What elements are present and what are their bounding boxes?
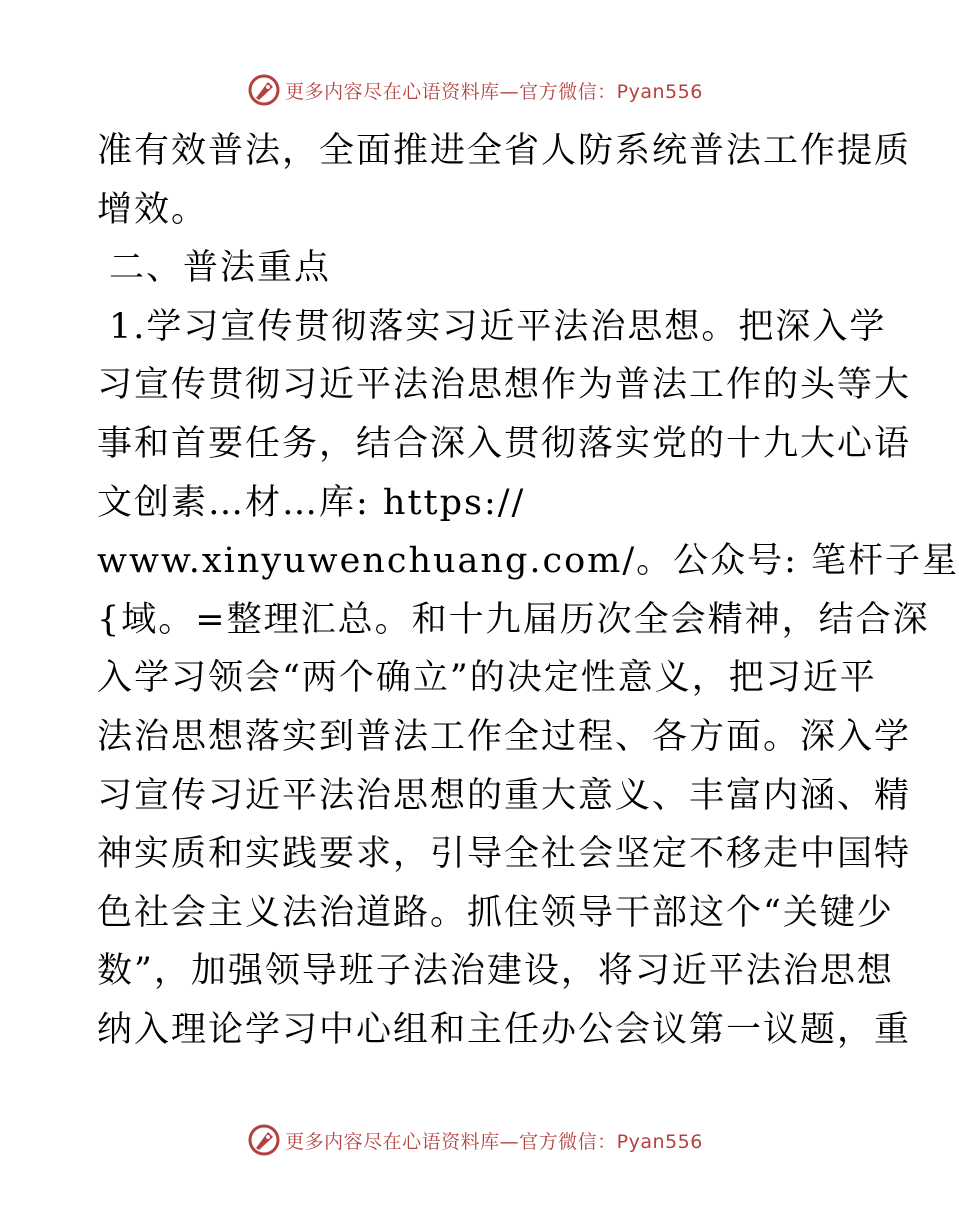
document-body — [97, 122, 959, 1060]
section-heading: 二、普法重点 — [109, 248, 332, 289]
body-line: 数”，加强领导班子法治建设，将习近平法治思想 — [97, 951, 894, 992]
body-line: 1.学习宣传贯彻落实习近平法治思想。把深入学 — [109, 306, 887, 347]
body-line: 事和首要任务，结合深入贯彻落实党的十九大心语 — [97, 423, 912, 464]
body-line: 增效。 — [97, 189, 209, 230]
body-line: 准有效普法，全面推进全省人防系统普法工作提质 — [97, 131, 912, 171]
body-line: www.xinyuwenchuang.com/。公众号: 笔杆子星 — [97, 541, 959, 582]
pen-nib-logo-icon — [247, 1123, 281, 1157]
body-line: 法治思想落实到普法工作全过程、各方面。深入学 — [97, 716, 912, 757]
pen-nib-logo-icon — [247, 73, 281, 107]
body-line: 习宣传贯彻习近平法治思想作为普法工作的头等大 — [97, 365, 912, 406]
footer-watermark — [0, 1120, 950, 1160]
watermark-text: 更多内容尽在心语资料库—官方微信：Pyan556 — [285, 1130, 703, 1153]
watermark-text: 更多内容尽在心语资料库—官方微信：Pyan556 — [285, 80, 703, 103]
header-watermark — [0, 70, 950, 110]
body-line: {域。=整理汇总。和十九届历次全会精神，结合深 — [97, 599, 930, 640]
body-line: 文创素…材…库: https:// — [97, 482, 526, 523]
body-line: 习宣传习近平法治思想的重大意义、丰富内涵、精 — [97, 775, 912, 816]
body-line: 神实质和实践要求，引导全社会坚定不移走中国特 — [97, 834, 912, 875]
body-line: 入学习领会“两个确立”的决定性意义，把习近平 — [97, 658, 877, 699]
body-line: 纳入理论学习中心组和主任办公会议第一议题，重 — [97, 1009, 912, 1050]
body-line: 色社会主义法治道路。抓住领导干部这个“关键少 — [97, 892, 894, 933]
